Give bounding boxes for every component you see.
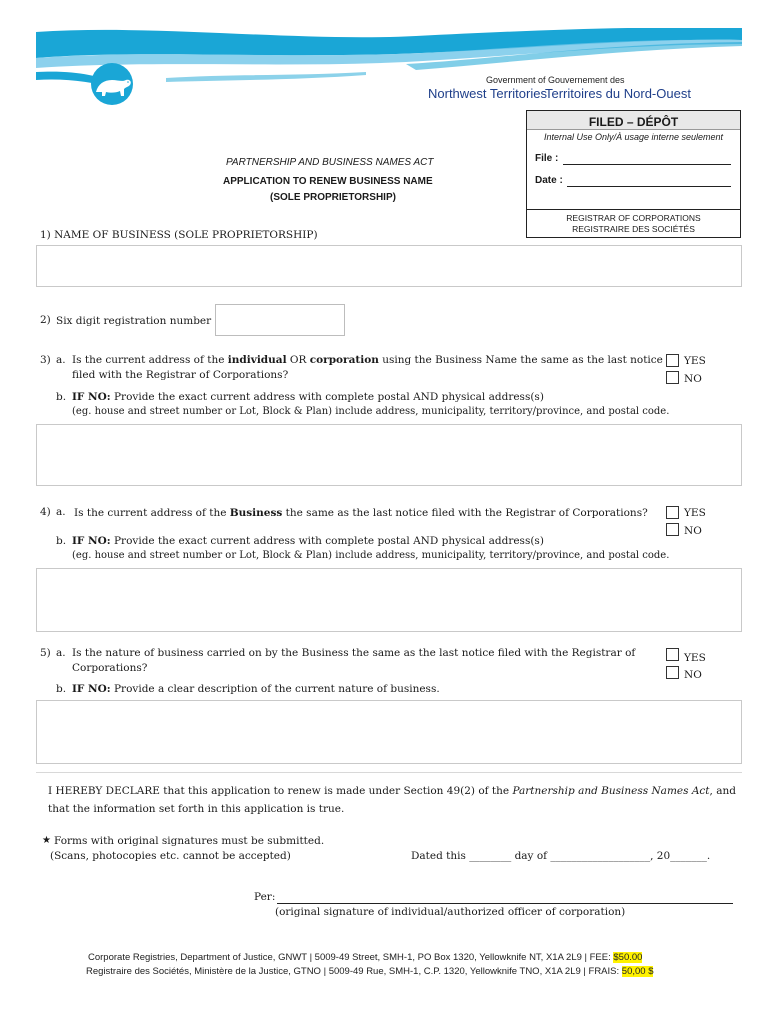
q3-address-field[interactable] <box>36 424 742 486</box>
act-title: PARTNERSHIP AND BUSINESS NAMES ACT <box>226 157 434 168</box>
declaration-text: I HEREBY DECLARE that this application to renew is made under Section 49(2) of the Partnership and Business Names Act, and <box>48 785 736 797</box>
fee-highlight: $50.00 <box>613 952 643 963</box>
signature-note: Forms with original signatures must be submitted. <box>54 835 325 847</box>
registration-number-field[interactable] <box>215 304 345 336</box>
signature-note-line2: (Scans, photocopies etc. cannot be accepted) <box>50 850 291 862</box>
date-label: Date : <box>535 175 563 186</box>
q4-a-marker: a. <box>56 506 66 518</box>
q4-a-question: Is the current address of the Business the same as the last notice filed with the Registrar of Corporations? <box>74 507 648 519</box>
q2-number: 2) <box>40 314 51 326</box>
q4-b-marker: b. <box>56 535 67 547</box>
q5-number: 5) <box>40 647 51 659</box>
q3-b-marker: b. <box>56 391 67 403</box>
q5-b-instruction: IF NO: Provide a clear description of the current nature of business. <box>72 683 440 695</box>
q5-a-question: Is the nature of business carried on by the Business the same as the last notice filed with the Registrar of <box>72 647 636 659</box>
q5-no-label: NO <box>684 669 702 681</box>
q3-no-label: NO <box>684 373 702 385</box>
form-subtitle: (SOLE PROPRIETORSHIP) <box>270 192 396 203</box>
q4-yes-checkbox[interactable] <box>666 506 679 519</box>
q3-b-instruction: IF NO: Provide the exact current address with complete postal AND physical address(s) <box>72 391 544 403</box>
date-line <box>567 186 731 187</box>
file-label: File : <box>535 153 559 164</box>
star-icon: ★ <box>42 835 51 846</box>
gov-en-small: Government of <box>486 75 546 85</box>
q4-no-label: NO <box>684 525 702 537</box>
registrar-en: REGISTRAR OF CORPORATIONS <box>566 213 701 223</box>
business-name-field[interactable] <box>36 245 742 287</box>
q3-b-instruction-line2: (eg. house and street number or Lot, Block & Plan) include address, municipality, territory/province, and postal code. <box>72 406 670 417</box>
q4-b-instruction-line2: (eg. house and street number or Lot, Block & Plan) include address, municipality, territory/province, and postal code. <box>72 550 670 561</box>
gov-fr-name: Territoires du Nord-Ouest <box>545 86 691 101</box>
signature-line[interactable] <box>277 903 733 904</box>
frais-highlight: 50,00 $ <box>621 966 654 977</box>
footer-french: Registraire des Sociétés, Ministère de la Justice, GTNO | 5009-49 Rue, SMH-1, C.P. 1320, Yellowknife TNO, X1A 2L9 | FRAIS: 50,00 $ <box>86 966 654 977</box>
q4-b-instruction: IF NO: Provide the exact current address with complete postal AND physical address(s) <box>72 535 544 547</box>
dated-line[interactable]: Dated this ________ day of ___________________, 20_______. <box>411 850 711 862</box>
polar-bear-logo-icon <box>88 62 140 106</box>
q5-nature-field[interactable] <box>36 700 742 764</box>
filed-title: FILED – DÉPÔT <box>588 115 679 129</box>
file-line <box>563 164 731 165</box>
q3-number: 3) <box>40 354 51 366</box>
q3-no-checkbox[interactable] <box>666 371 679 384</box>
q3-a-marker: a. <box>56 354 66 366</box>
filed-stamp-box <box>526 110 741 238</box>
q5-b-marker: b. <box>56 683 67 695</box>
q4-yes-label: YES <box>684 507 706 519</box>
q5-yes-checkbox[interactable] <box>666 648 679 661</box>
q5-yes-label: YES <box>684 652 706 664</box>
internal-use-note: Internal Use Only/À usage interne seulement <box>543 132 724 142</box>
q3-yes-checkbox[interactable] <box>666 354 679 367</box>
q3-yes-label: YES <box>684 355 706 367</box>
q3-a-question: Is the current address of the individual OR corporation using the Business Name the same as the last notice <box>72 354 663 366</box>
q4-address-field[interactable] <box>36 568 742 632</box>
form-title: APPLICATION TO RENEW BUSINESS NAME <box>223 176 433 187</box>
q4-no-checkbox[interactable] <box>666 523 679 536</box>
q2-label: Six digit registration number <box>56 315 212 327</box>
declaration-text-line2: that the information set forth in this application is true. <box>48 803 345 815</box>
gov-fr-small: Gouvernement des <box>548 75 625 85</box>
footer-english: Corporate Registries, Department of Justice, GNWT | 5009-49 Street, SMH-1, PO Box 1320, Yellowknife NT, X1A 2L9 | FEE: $50.00 <box>88 952 643 963</box>
per-label: Per: <box>254 891 276 903</box>
gov-en-name: Northwest Territories <box>428 86 547 101</box>
registrar-fr: REGISTRAIRE DES SOCIÉTÉS <box>572 224 695 234</box>
q5-a-question-line2: Corporations? <box>72 662 148 674</box>
q3-a-question-line2: filed with the Registrar of Corporations? <box>72 369 289 381</box>
signature-caption: (original signature of individual/authorized officer of corporation) <box>275 906 626 918</box>
q5-a-marker: a. <box>56 647 66 659</box>
q5-no-checkbox[interactable] <box>666 666 679 679</box>
q4-number: 4) <box>40 506 51 518</box>
q1-label: 1) NAME OF BUSINESS (SOLE PROPRIETORSHIP) <box>40 229 318 241</box>
section-divider <box>36 772 742 773</box>
